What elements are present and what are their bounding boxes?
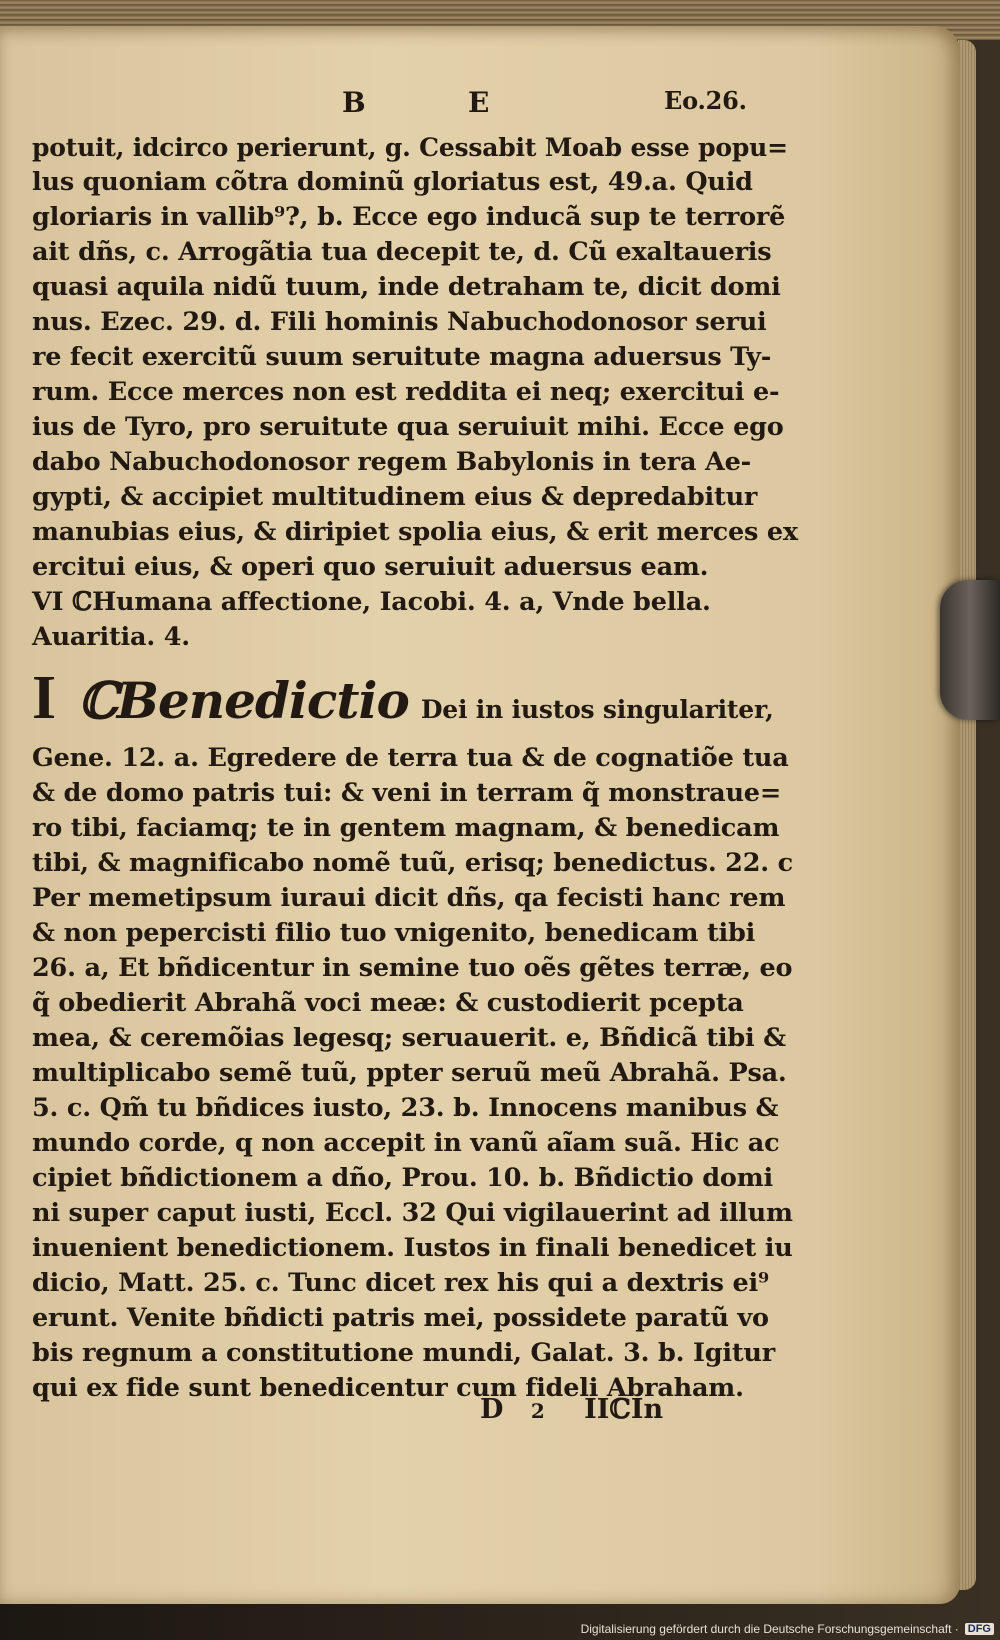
- text-line: & de domo patris tui: & veni in terram q̃ monstraue=: [32, 778, 781, 808]
- text-line: erunt. Venite bñdicti patris mei, possidete paratũ vo: [32, 1303, 769, 1333]
- text-line: Gene. 12. a. Egredere de terra tua & de cognatiõe tua: [32, 743, 789, 773]
- dfg-logo: DFG: [965, 1623, 994, 1635]
- running-header: [32, 86, 802, 130]
- text-line: cipiet bñdictionem a dño, Prou. 10. b. Bñdictio domi: [32, 1163, 773, 1193]
- text-line: ius de Tyro, pro seruitute qua seruiuit mihi. Ecce ego: [32, 412, 784, 442]
- header-letter-b: B: [342, 86, 366, 119]
- text-line: ni super caput iusti, Eccl. 32 Qui vigilauerint ad illum: [32, 1198, 793, 1228]
- text-line: Per memetipsum iuraui dicit dñs, qa fecisti hanc rem: [32, 883, 786, 913]
- text-line: mundo corde, q non accepit in vanũ aĩam suã. Hic ac: [32, 1128, 780, 1158]
- text-line: bis regnum a constitutione mundi, Galat. 3. b. Igitur: [32, 1338, 775, 1368]
- text-line: multiplicabo semẽ tuũ, ppter seruũ meũ Abrahã. Psa.: [32, 1058, 787, 1088]
- text-line: ait dñs, c. Arrogãtia tua decepit te, d. Cũ exaltaueris: [32, 237, 772, 267]
- text-line: dicio, Matt. 25. c. Tunc dicet rex his qui a dextris ei⁹: [32, 1268, 769, 1298]
- book-clasp: [940, 580, 1000, 720]
- text-line: ro tibi, faciamq; te in gentem magnam, & benedicam: [32, 813, 780, 843]
- page-text: [32, 86, 802, 1406]
- text-line: ercitui eius, & operi quo seruiuit aduersus eam.: [32, 552, 709, 582]
- text-line: nus. Ezec. 29. d. Fili hominis Nabuchodonosor serui: [32, 307, 767, 337]
- text-line: gypti, & accipiet multitudinem eius & depredabitur: [32, 482, 758, 512]
- rubric-heading: [32, 663, 802, 741]
- text-line: mea, & ceremõias legesq; seruauerit. e, Bñdicã tibi &: [32, 1023, 786, 1053]
- text-line: lus quoniam cõtra dominũ gloriatus est, 49.a. Quid: [32, 167, 753, 197]
- page-fore-edge: [958, 40, 976, 1590]
- page-footer: [480, 1394, 663, 1425]
- text-block-1: [32, 130, 802, 655]
- text-line: gloriaris in vallib⁹?, b. Ecce ego inducã sup te terrorẽ: [32, 202, 786, 232]
- rubric-subtitle: Dei in iustos singulariter,: [420, 695, 774, 724]
- text-line: re fecit exercitũ suum seruitute magna aduersus Ty-: [32, 342, 772, 372]
- section-numeral: I: [32, 664, 56, 732]
- text-line: VI ℂHumana affectione, Iacobi. 4. a, Vnde bella.: [32, 587, 711, 617]
- text-line: inuenient benedictionem. Iustos in finali benedicet iu: [32, 1233, 793, 1263]
- text-line: manubias eius, & diripiet spolia eius, & erit merces ex: [32, 517, 798, 547]
- text-line: Auaritia. 4.: [32, 622, 190, 652]
- text-line: q̃ obedierit Abrahã voci meæ: & custodierit pcepta: [32, 988, 744, 1018]
- text-line: tibi, & magnificabo nomẽ tuũ, erisq; benedictus. 22. c: [32, 848, 793, 878]
- rubric-keyword: ℂBenedictio: [77, 671, 409, 730]
- catchword: IIℂIn: [584, 1394, 664, 1425]
- text-line: qui ex fide sunt benedicentur cum fideli Abraham.: [32, 1373, 744, 1403]
- text-line: dabo Nabuchodonosor regem Babylonis in tera Ae-: [32, 447, 751, 477]
- text-line: quasi aquila nidũ tuum, inde detraham te, dicit domi: [32, 272, 781, 302]
- text-line: 5. c. Qm̃ tu bñdices iusto, 23. b. Innocens manibus &: [32, 1093, 779, 1123]
- text-line: & non pepercisti filio tuo vnigenito, benedicam tibi: [32, 918, 756, 948]
- signature-mark: D: [480, 1394, 504, 1425]
- text-block-2: [32, 741, 802, 1406]
- credit-text: Digitalisierung gefördert durch die Deutsche Forschungsgemeinschaft ·: [580, 1622, 959, 1636]
- text-line: 26. a, Et bñdicentur in semine tuo oẽs gẽtes terræ, eo: [32, 953, 793, 983]
- text-line: rum. Ecce merces non est reddita ei neq; exercitui e-: [32, 377, 780, 407]
- folio-number: Eo.26.: [664, 86, 747, 115]
- text-line: potuit, idcirco perierunt, g. Cessabit Moab esse popu=: [32, 133, 788, 162]
- signature-number: 2: [530, 1399, 545, 1423]
- header-letter-e: E: [468, 86, 490, 119]
- digitization-credit: [581, 1620, 994, 1638]
